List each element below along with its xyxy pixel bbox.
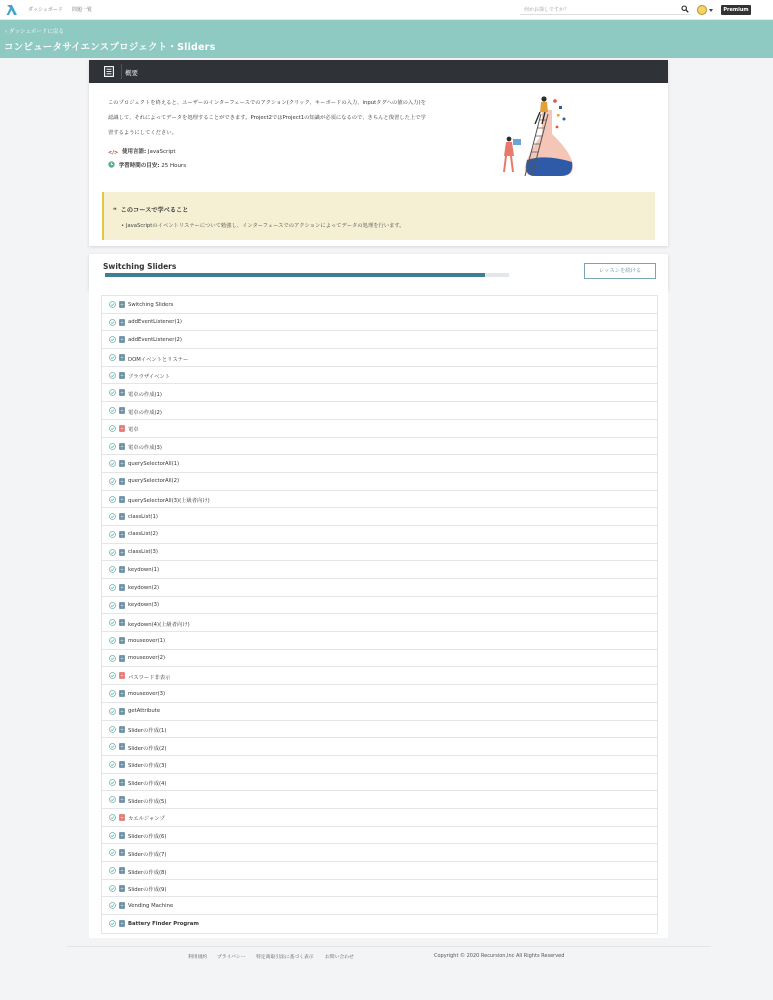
lesson-label: Sliderの作成(1) [128, 728, 167, 734]
lesson-doc-icon [119, 496, 125, 503]
check-circle-icon [109, 407, 116, 414]
top-nav [0, 0, 773, 20]
back-label: ダッシュボードに戻る [8, 29, 64, 35]
lesson-label: querySelectorAll(2) [128, 478, 180, 485]
avatar[interactable] [697, 5, 707, 15]
lesson-label: classList(2) [128, 531, 158, 538]
lesson-row[interactable] [102, 349, 657, 367]
lesson-doc-icon [119, 743, 125, 750]
check-circle-icon [109, 443, 116, 450]
lesson-label: Sliderの作成(2) [128, 745, 167, 752]
premium-badge: Premium [721, 5, 751, 15]
lesson-row[interactable] [102, 544, 657, 562]
lesson-row[interactable] [102, 402, 657, 420]
check-circle-icon [109, 336, 116, 343]
lesson-row[interactable] [102, 650, 657, 668]
lesson-row[interactable] [102, 738, 657, 756]
exercise-icon [119, 814, 125, 821]
check-circle-icon [109, 726, 116, 733]
check-circle-icon [109, 832, 116, 839]
lesson-label: Switching Sliders [128, 301, 174, 308]
lesson-list [101, 295, 658, 934]
lesson-doc-icon [119, 443, 125, 450]
lesson-label: Sliderの作成(3) [128, 763, 167, 770]
lesson-doc-icon [119, 779, 125, 786]
language-label: 使用言語: [121, 149, 147, 155]
lesson-row[interactable] [102, 756, 657, 774]
lesson-row[interactable] [102, 331, 657, 349]
learn-heading [113, 205, 188, 214]
check-circle-icon [109, 372, 116, 379]
lesson-doc-icon [119, 460, 125, 467]
lesson-label: Sliderの作成(9) [128, 887, 167, 894]
lesson-doc-icon [119, 637, 125, 644]
check-circle-icon [109, 796, 116, 803]
learn-item [121, 221, 405, 229]
lesson-row[interactable] [102, 473, 657, 491]
check-circle-icon [109, 867, 116, 874]
lesson-label: keydown(1) [128, 566, 160, 573]
lesson-doc-icon [119, 549, 125, 556]
check-circle-icon [109, 885, 116, 892]
lesson-row[interactable] [102, 526, 657, 544]
check-circle-icon [109, 814, 116, 821]
check-circle-icon [109, 619, 116, 626]
lesson-section-card [89, 254, 668, 290]
lesson-label: Vending Machine [128, 902, 174, 909]
lesson-row[interactable] [102, 809, 657, 827]
check-circle-icon [109, 637, 116, 644]
lesson-doc-icon [119, 513, 125, 520]
check-circle-icon [109, 389, 116, 396]
footer-link-contact[interactable]: お問い合わせ [325, 955, 354, 960]
lesson-row[interactable] [102, 508, 657, 526]
lesson-label: classList(3) [128, 549, 158, 556]
check-circle-icon [109, 672, 116, 679]
lesson-doc-icon [119, 602, 125, 609]
check-circle-icon [109, 779, 116, 786]
lesson-list-container [89, 290, 668, 938]
exercise-icon [119, 425, 125, 432]
check-circle-icon [109, 549, 116, 556]
check-circle-icon [109, 602, 116, 609]
lesson-label: addEventListener(2) [128, 336, 182, 343]
lesson-doc-icon [119, 885, 125, 892]
check-circle-icon [109, 761, 116, 768]
quote-icon: ❝ [113, 207, 117, 214]
lesson-label: Sliderの作成(4) [128, 781, 167, 788]
lesson-row[interactable] [102, 827, 657, 845]
lesson-label: Sliderの作成(6) [128, 834, 167, 841]
check-circle-icon [109, 319, 116, 326]
science-illustration [497, 92, 577, 177]
lesson-row[interactable] [102, 367, 657, 385]
lesson-label: 電卓の作成(3) [128, 445, 162, 451]
lesson-doc-icon [119, 920, 125, 927]
lesson-label: addEventListener(1) [128, 319, 182, 326]
lesson-label: keydown(3) [128, 602, 160, 609]
logo-icon[interactable] [6, 4, 18, 16]
lesson-label: mouseover(2) [128, 655, 166, 662]
lesson-row[interactable] [102, 579, 657, 597]
header-divider [121, 64, 122, 79]
lesson-doc-icon [119, 690, 125, 697]
chevron-down-icon[interactable] [709, 9, 713, 12]
lesson-doc-icon [119, 372, 125, 379]
lesson-label: ブラウザイベント [128, 374, 171, 381]
check-circle-icon [109, 531, 116, 538]
lesson-doc-icon [119, 902, 125, 909]
lesson-doc-icon [119, 531, 125, 538]
learn-item-text: JavaScriptのイベントリスナーについて勉強し、インターフェースでのアクションによってデータの処理を行います。 [125, 223, 405, 229]
check-circle-icon [109, 354, 116, 361]
lesson-label: Battery Finder Program [128, 920, 199, 927]
hours-meta [108, 161, 186, 169]
lesson-doc-icon [119, 301, 125, 308]
check-circle-icon [109, 655, 116, 662]
lesson-label: Sliderの作成(5) [128, 798, 167, 805]
clock-icon [108, 161, 115, 168]
lesson-row[interactable] [102, 703, 657, 721]
search-icon[interactable] [681, 5, 689, 13]
overview-card [89, 60, 668, 246]
lesson-label: querySelectorAll(1) [128, 460, 180, 467]
learn-box [102, 192, 655, 240]
page-title: コンピュータサイエンスプロジェクト・Sliders [4, 42, 216, 53]
lesson-doc-icon [119, 655, 125, 662]
footer-link-terms[interactable]: 利用規約 [188, 955, 208, 960]
check-circle-icon [109, 584, 116, 591]
lesson-label: keydown(2) [128, 584, 160, 591]
progress-bar [105, 273, 509, 277]
lesson-doc-icon [119, 726, 125, 733]
lesson-doc-icon [119, 354, 125, 361]
lesson-doc-icon [119, 389, 125, 396]
lesson-section-title: Switching Sliders [103, 262, 177, 271]
lesson-doc-icon [119, 796, 125, 803]
check-circle-icon [109, 849, 116, 856]
copyright: Copyright © 2020 Recursion,Inc All Rights Reserved [434, 953, 565, 959]
footer-link-commerce[interactable]: 特定商取引法に基づく表示 [256, 955, 314, 960]
lesson-row[interactable] [102, 420, 657, 438]
lesson-label: getAttribute [128, 708, 161, 715]
lesson-label: mouseover(1) [128, 637, 166, 644]
exercise-icon [119, 672, 125, 679]
lesson-row[interactable] [102, 455, 657, 473]
lesson-row[interactable] [102, 438, 657, 456]
lesson-label: mouseover(3) [128, 690, 166, 697]
lesson-label: DOMイベントとリスナー [128, 356, 189, 363]
lesson-row[interactable] [102, 844, 657, 862]
learn-heading-text: このコースで学べること [120, 207, 189, 214]
lesson-label: カエルジャンプ [128, 816, 165, 823]
page-header [0, 20, 773, 58]
hours-value: 25 Hours [161, 163, 187, 169]
lesson-row[interactable] [102, 614, 657, 632]
lesson-row[interactable] [102, 314, 657, 332]
lesson-row[interactable] [102, 491, 657, 509]
lesson-row[interactable] [102, 384, 657, 402]
lesson-row[interactable] [102, 774, 657, 792]
check-circle-icon [109, 690, 116, 697]
lesson-doc-icon [119, 849, 125, 856]
lesson-label: 電卓の作成(2) [128, 409, 162, 416]
lesson-doc-icon [119, 336, 125, 343]
lesson-row[interactable] [102, 862, 657, 880]
lesson-label: Sliderの作成(8) [128, 869, 167, 876]
overview-title: 概要 [125, 69, 138, 77]
lesson-label: classList(1) [128, 513, 158, 520]
lesson-row[interactable] [102, 915, 657, 933]
check-circle-icon [109, 920, 116, 927]
back-link[interactable] [5, 27, 64, 35]
lesson-doc-icon [119, 619, 125, 626]
check-circle-icon [109, 496, 116, 503]
lesson-doc-icon [119, 407, 125, 414]
footer-divider [67, 946, 711, 947]
check-circle-icon [109, 425, 116, 432]
search-placeholder: 何かお探しですか？ [524, 7, 570, 13]
check-circle-icon [109, 566, 116, 573]
lesson-doc-icon [119, 319, 125, 326]
continue-lesson-button[interactable]: レッスンを続ける [584, 263, 656, 279]
progress-fill [105, 273, 485, 277]
lesson-label: querySelectorAll(3)(上級者向け) [128, 498, 210, 505]
lesson-doc-icon [119, 867, 125, 874]
check-circle-icon [109, 301, 116, 308]
check-circle-icon [109, 478, 116, 485]
lesson-doc-icon [119, 761, 125, 768]
document-icon [104, 66, 114, 77]
lesson-row[interactable] [102, 597, 657, 615]
code-icon: </> [108, 150, 119, 156]
language-meta [108, 147, 176, 157]
footer-link-privacy[interactable]: プライバシー [217, 955, 246, 960]
nav-link-problems[interactable]: 問題一覧 [72, 7, 93, 13]
search-input[interactable] [520, 5, 690, 15]
lesson-doc-icon [119, 566, 125, 573]
overview-description: このプロジェクトを終えると、ユーザーのインターフェースでのアクション(クリック、キーボードの入力、inputタグへの値の入力)を認識して、それによってデータを処理することができます。Project2ではProject1の知識が必須になるので、きちんと復習した上で学習するようにしてください。 [108, 100, 426, 136]
lesson-label: keydown(4)(上級者向け) [128, 621, 190, 628]
lesson-row[interactable] [102, 791, 657, 809]
hours-label: 学習時間の目安: [118, 163, 160, 169]
overview-header [89, 60, 668, 83]
check-circle-icon [109, 460, 116, 467]
lesson-doc-icon [119, 708, 125, 715]
lesson-row[interactable] [102, 897, 657, 915]
lesson-row[interactable] [102, 880, 657, 898]
check-circle-icon [109, 743, 116, 750]
lesson-label: パスワード非表示 [128, 674, 171, 681]
check-circle-icon [109, 708, 116, 715]
lesson-label: Sliderの作成(7) [128, 851, 167, 858]
lesson-row[interactable] [102, 561, 657, 579]
check-circle-icon [109, 902, 116, 909]
lesson-row[interactable] [102, 296, 657, 314]
lesson-doc-icon [119, 832, 125, 839]
check-circle-icon [109, 513, 116, 520]
lesson-row[interactable] [102, 667, 657, 685]
lesson-row[interactable] [102, 685, 657, 703]
lesson-label: 電卓の作成(1) [128, 391, 162, 398]
lesson-doc-icon [119, 478, 125, 485]
lesson-doc-icon [119, 584, 125, 591]
lesson-label: 電卓 [128, 427, 139, 434]
bullet: • [121, 223, 126, 229]
language-value: JavaScript [147, 149, 176, 155]
lesson-row[interactable] [102, 721, 657, 739]
nav-link-dashboard[interactable]: ダッシュボード [28, 7, 63, 13]
chevron-left-icon: ‹ [5, 29, 9, 35]
lesson-row[interactable] [102, 632, 657, 650]
